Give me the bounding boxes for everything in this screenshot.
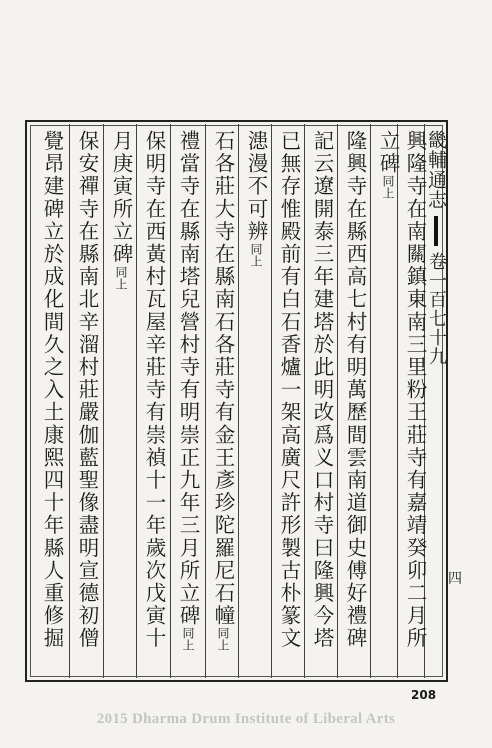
folio-mark: 四 [448,571,462,587]
source-note: 同上 [381,175,395,200]
column-rule [103,124,104,678]
text-column-11: 保安禪寺在縣南北辛溜村莊嚴伽藍聖像盡明宣德初僧 [75,130,99,650]
text-column-12: 覺昂建碑立於成化間久之入土康熙四十年縣人重修掘 [40,130,64,650]
text-column-3: 隆興寺在縣西高七村有明萬歷間雲南道御史傅好禮碑 [343,130,367,650]
text-column-2: 立碑同上 [376,130,400,200]
column-rule [69,124,70,678]
column-rule [370,124,371,678]
text-column-10: 月庚寅所立碑同上 [109,130,133,290]
fish-tail-mark-icon [434,216,438,246]
column-rule [271,124,272,678]
text-column-7: 石各莊大寺在縣南石各莊寺有金王彥珍陀羅尼石幢同上 [211,130,235,652]
column-rule [238,124,239,678]
page-number: 208 [411,688,437,702]
watermark: 2015 Dharma Drum Institute of Liberal Arts [96,711,396,727]
text-column-6: 漶漫不可辨同上 [244,130,268,267]
column-rule [136,124,137,678]
volume-label: 卷一百七十九 [426,252,447,366]
book-title: 畿輔通志 [425,130,447,210]
column-rule [170,124,171,678]
text-column-4: 記云遼開泰三年建塔於此明改爲义口村寺曰隆興今塔 [310,130,334,650]
text-column-5: 已無存惟殿前有白石香爐一架高廣尺許形製古朴篆文 [277,130,301,650]
text-column-8: 禮當寺在縣南塔兒營村寺有明崇正九年三月所立碑同上 [176,130,200,652]
text-column-9: 保明寺在西黃村瓦屋辛莊寺有崇禎十一年歲次戊寅十 [142,130,166,650]
source-note: 同上 [114,265,128,290]
source-note: 同上 [249,243,263,267]
column-rule [337,124,338,678]
source-note: 同上 [216,627,230,652]
text-column-1: 興隆寺在南關鎮東南三里粉王莊寺有嘉靖癸卯二月所 [403,130,427,650]
column-rule [205,124,206,678]
column-rule [304,124,305,678]
source-note: 同上 [181,627,195,652]
